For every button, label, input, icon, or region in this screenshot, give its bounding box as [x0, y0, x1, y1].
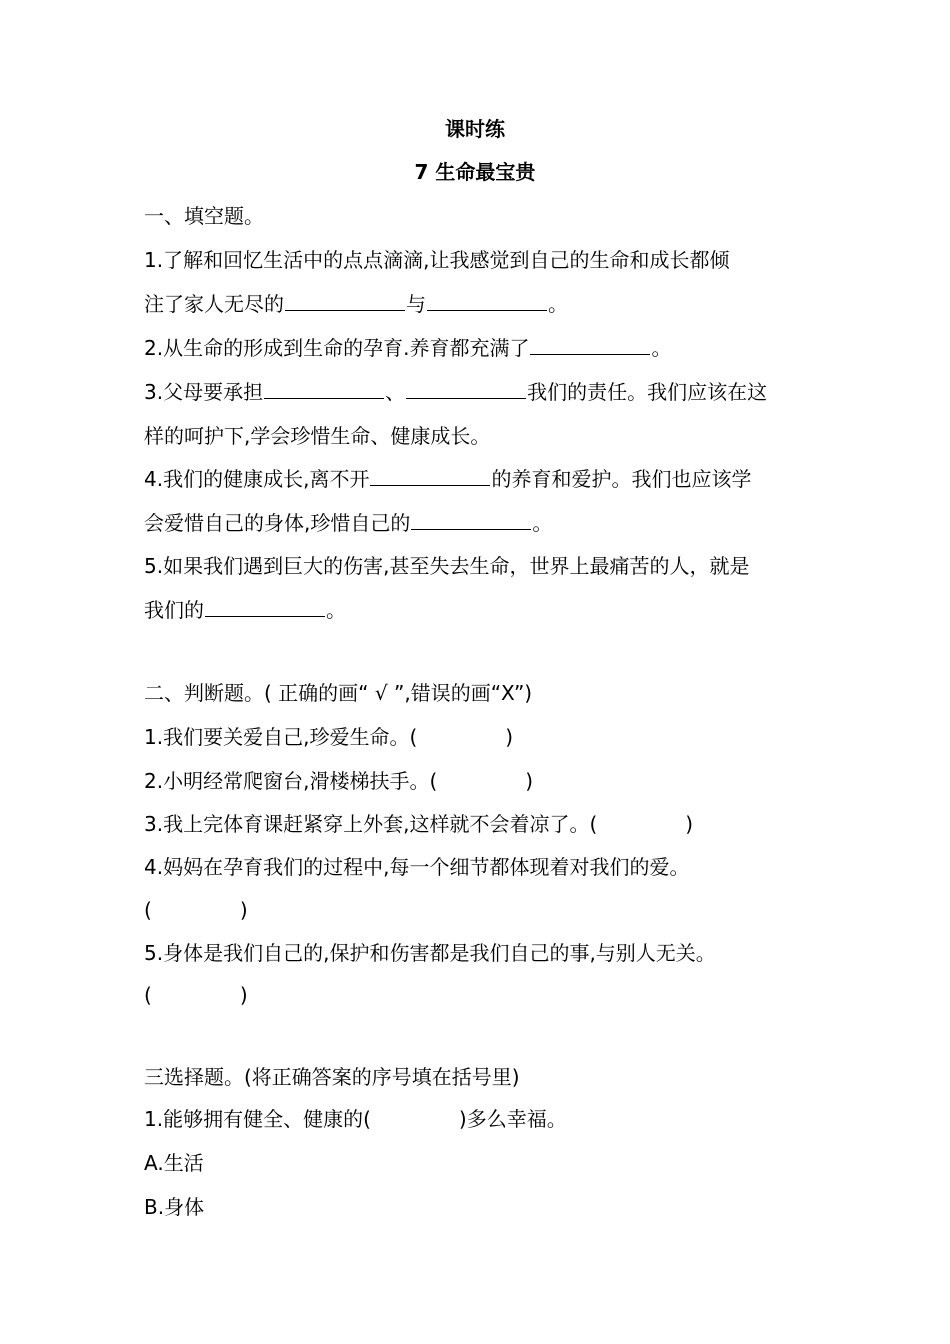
s2-q3: 3.我上完体育课赶紧穿上外套,这样就不会着凉了。( ) — [144, 812, 694, 836]
s2-q4-line1: 4.妈妈在孕育我们的过程中,每一个细节都体现着对我们的爱。 — [144, 855, 690, 879]
fill-blank[interactable] — [205, 596, 325, 617]
option-a: A.生活 — [144, 1151, 204, 1175]
s2-q1: 1.我们要关爱自己,珍爱生命。( ) — [144, 725, 514, 749]
section3-heading: 三选择题。(将正确答案的序号填在括号里) — [144, 1065, 520, 1089]
s1-q5-line2: 我们的 。 — [144, 598, 346, 622]
fill-blank[interactable] — [411, 509, 531, 530]
section1-heading: 一、填空题。 — [144, 204, 264, 228]
fill-blank[interactable] — [264, 378, 384, 399]
fill-blank[interactable] — [370, 465, 490, 486]
fill-blank[interactable] — [530, 334, 650, 355]
fill-blank[interactable] — [285, 290, 405, 311]
option-b: B.身体 — [144, 1195, 205, 1219]
s2-q5-line2: ( ) — [144, 983, 248, 1007]
lesson-title: 7 生命最宝贵 — [414, 160, 536, 184]
section2-heading: 二、判断题。( 正确的画“ √ ”,错误的画“X”) — [144, 681, 533, 705]
s1-q5-line1: 5.如果我们遇到巨大的伤害,甚至失去生命，世界上最痛苦的人，就是 — [144, 554, 750, 578]
s1-q4-line2: 会爱惜自己的身体,珍惜自己的 。 — [144, 511, 553, 535]
s1-q3-line1: 3.父母要承担 、 我们的责任。我们应该在这 — [144, 380, 768, 404]
s3-q1: 1.能够拥有健全、健康的( )多么幸福。 — [144, 1107, 567, 1131]
s2-q5-line1: 5.身体是我们自己的,保护和伤害都是我们自己的事,与别人无关。 — [144, 941, 716, 965]
s2-q4-line2: ( ) — [144, 898, 248, 922]
s1-q3-line2: 样的呵护下,学会珍惜生命、健康成长。 — [144, 424, 491, 448]
s1-q4-line1: 4.我们的健康成长,离不开 的养育和爱护。我们也应该学 — [144, 467, 752, 491]
page-title: 课时练 — [445, 117, 505, 141]
s1-q2: 2.从生命的形成到生命的孕育.养育都充满了 。 — [144, 336, 672, 360]
s1-q1-line2: 注了家人无尽的 与 。 — [144, 292, 568, 316]
s1-q1-line1: 1.了解和回忆生活中的点点滴滴,让我感觉到自己的生命和成长都倾 — [144, 248, 730, 272]
fill-blank[interactable] — [427, 290, 547, 311]
fill-blank[interactable] — [406, 378, 526, 399]
s2-q2: 2.小明经常爬窗台,滑楼梯扶手。( ) — [144, 769, 534, 793]
